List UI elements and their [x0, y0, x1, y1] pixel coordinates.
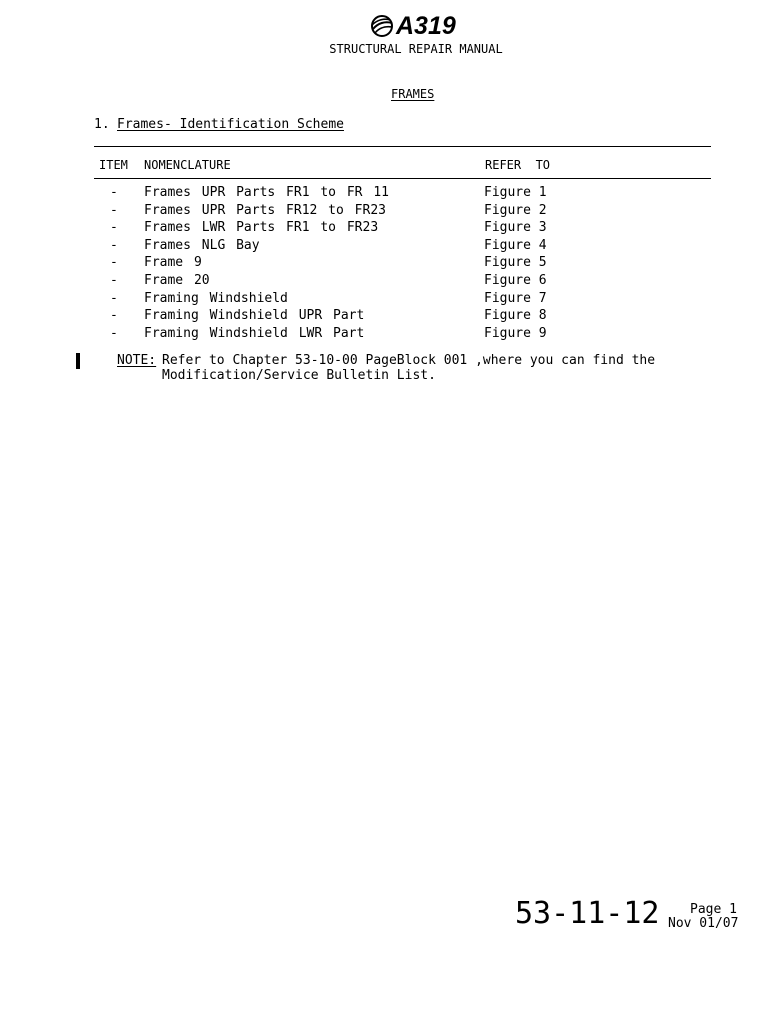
item-dash: -	[110, 220, 118, 236]
note-label: NOTE:	[117, 353, 157, 368]
aircraft-logo	[370, 11, 456, 41]
column-header-nomenclature: NOMENCLATURE	[144, 158, 231, 172]
item-dash: -	[110, 290, 118, 306]
nomenclature-cell: Frames LWR Parts FR1 to FR23	[144, 220, 379, 236]
table-row	[0, 273, 768, 291]
table-row	[0, 308, 768, 326]
column-header-refer-to: REFER TO	[485, 158, 551, 172]
revision-change-bar	[76, 353, 80, 369]
item-dash: -	[110, 202, 118, 218]
figure-reference-link[interactable]: Figure 8	[484, 308, 547, 324]
page-number: Page 1	[690, 902, 737, 917]
table-row	[0, 291, 768, 309]
figure-reference-link[interactable]: Figure 9	[484, 325, 547, 341]
item-dash: -	[110, 255, 118, 271]
subsection-title: Frames- Identification Scheme	[117, 117, 344, 132]
nomenclature-cell: Framing Windshield	[144, 290, 288, 306]
nomenclature-cell: Frame 9	[144, 255, 202, 271]
table-header-rule	[94, 178, 711, 179]
figure-reference-link[interactable]: Figure 1	[484, 185, 547, 200]
item-dash: -	[110, 185, 118, 200]
manual-title: STRUCTURAL REPAIR MANUAL	[329, 42, 503, 56]
figure-reference-link[interactable]: Figure 7	[484, 290, 547, 306]
figure-reference-link[interactable]: Figure 3	[484, 220, 547, 236]
nomenclature-cell: Frames UPR Parts FR1 to FR 11	[144, 185, 389, 200]
figure-reference-link[interactable]: Figure 2	[484, 202, 547, 218]
table-row	[0, 326, 768, 344]
subsection-number: 1.	[94, 117, 110, 132]
nomenclature-cell: Framing Windshield UPR Part	[144, 308, 365, 324]
table-row	[0, 203, 768, 221]
nomenclature-cell: Frames NLG Bay	[144, 237, 260, 253]
nomenclature-cell: Frame 20	[144, 272, 210, 288]
document-code: 53-11-12	[515, 896, 660, 931]
table-top-rule	[94, 146, 711, 147]
airbus-swirl-icon	[370, 14, 394, 38]
note-text: Refer to Chapter 53-10-00 PageBlock 001 ,where you can find the Modification/Service Bulletin List.	[162, 353, 656, 383]
table-body	[0, 185, 768, 343]
figure-reference-link[interactable]: Figure 4	[484, 237, 547, 253]
item-dash: -	[110, 325, 118, 341]
table-row	[0, 220, 768, 238]
column-header-item: ITEM	[99, 158, 128, 172]
item-dash: -	[110, 237, 118, 253]
figure-reference-link[interactable]: Figure 6	[484, 272, 547, 288]
table-row	[0, 255, 768, 273]
section-title: FRAMES	[391, 87, 435, 101]
item-dash: -	[110, 308, 118, 324]
figure-reference-link[interactable]: Figure 5	[484, 255, 547, 271]
nomenclature-cell: Framing Windshield LWR Part	[144, 325, 365, 341]
table-row	[0, 185, 768, 203]
item-dash: -	[110, 272, 118, 288]
revision-date: Nov 01/07	[668, 916, 739, 931]
aircraft-model-title: A319	[396, 12, 456, 40]
nomenclature-cell: Frames UPR Parts FR12 to FR23	[144, 202, 386, 218]
table-row	[0, 238, 768, 256]
